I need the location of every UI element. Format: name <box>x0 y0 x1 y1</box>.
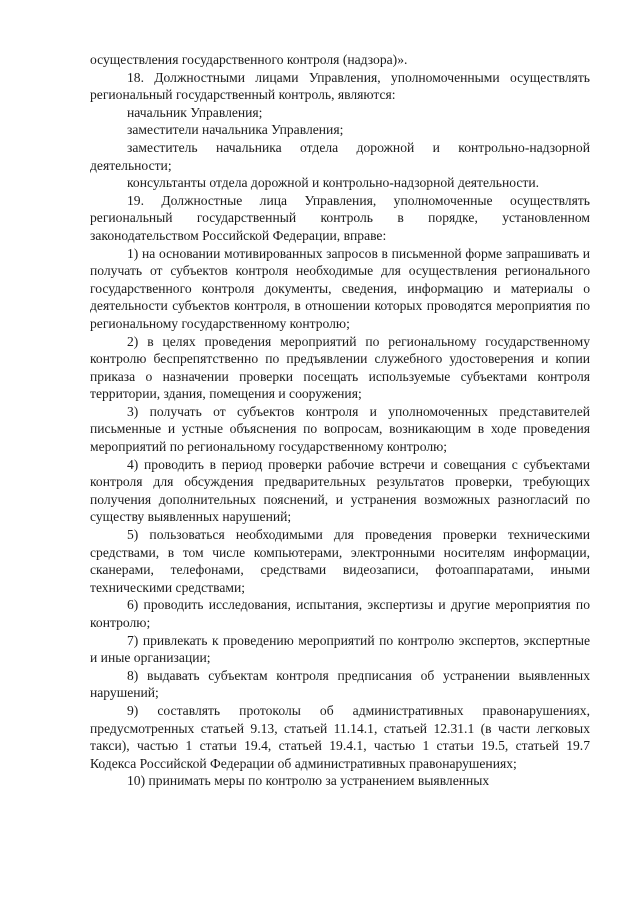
paragraph-right-5: 5) пользоваться необходимыми для проведения проверки техническими средствами, в том числе компьютерами, электронными носителям информации, сканерами, телефонами, средствами видеозаписи, фотоаппаратами, иными техническими средствами; <box>90 527 590 595</box>
paragraph-right-6: 6) проводить исследования, испытания, экспертизы и другие мероприятия по контролю; <box>90 597 590 630</box>
paragraph-right-3: 3) получать от субъектов контроля и уполномоченных представителей письменные и устные объяснения по вопросам, возникающим в ходе проведения мероприятий по региональному государственному контролю; <box>90 403 590 455</box>
paragraph-right-7: 7) привлекать к проведению мероприятий по контролю экспертов, экспертные и иные организации; <box>90 632 590 666</box>
paragraph-right-4: 4) проводить в период проверки рабочие встречи и совещания с субъектами контроля для обсуждения предварительных результатов проверки, требующих получения дополнительных пояснений, и устранения возможных разногласий по существу выявленных нарушений; <box>90 456 590 525</box>
paragraph-right-8: 8) выдавать субъектам контроля предписания об устранении выявленных нарушений; <box>90 667 590 701</box>
paragraph-item-19: 19. Должностные лица Управления, уполномоченные осуществлять региональный государственный контроль в порядке, установленном законодательством Российской Федерации, вправе: <box>90 192 590 243</box>
paragraph-official-head: начальник Управления; <box>127 104 263 120</box>
paragraph-official-consultants: консультанты отдела дорожной и контрольно-надзорной деятельности. <box>127 175 540 191</box>
paragraph-continuation: осуществления государственного контроля (надзора)». <box>90 52 408 67</box>
paragraph-official-deputy-department-head: заместитель начальника отдела дорожной и контрольно-надзорной деятельности; <box>90 139 590 173</box>
paragraph-right-9: 9) составлять протоколы об административных правонарушениях, предусмотренных статьей 9.13, статьей 11.14.1, статьей 12.31.1 (в части легковых такси), частью 1 статьи 19.4, статьей 19.4.1, частью 1 статьи 19.5, статьей 19.7 Кодекса Российской Федерации об административных правонарушениях; <box>90 702 590 771</box>
paragraph-right-10: 10) принимать меры по контролю за устранением выявленных <box>127 773 490 789</box>
paragraph-official-deputies: заместители начальника Управления; <box>127 122 344 138</box>
paragraph-right-1: 1) на основании мотивированных запросов в письменной форме запрашивать и получать от субъектов контроля необходимые для осуществления регионального государственного контроля документы, сведения, информацию и материалы о деятельности субъектов контроля, в отношении которых проводятся мероприятия по региональному государственному контролю; <box>90 245 590 331</box>
paragraph-item-18: 18. Должностными лицами Управления, уполномоченными осуществлять региональный государственный контроль, являются: <box>90 69 590 103</box>
paragraph-right-2: 2) в целях проведения мероприятий по региональному государственному контролю беспрепятственно по предъявлении служебного удостоверения и копии приказа о назначении проверки посещать используемые субъектами контроля территории, здания, помещения и сооружения; <box>90 333 590 402</box>
